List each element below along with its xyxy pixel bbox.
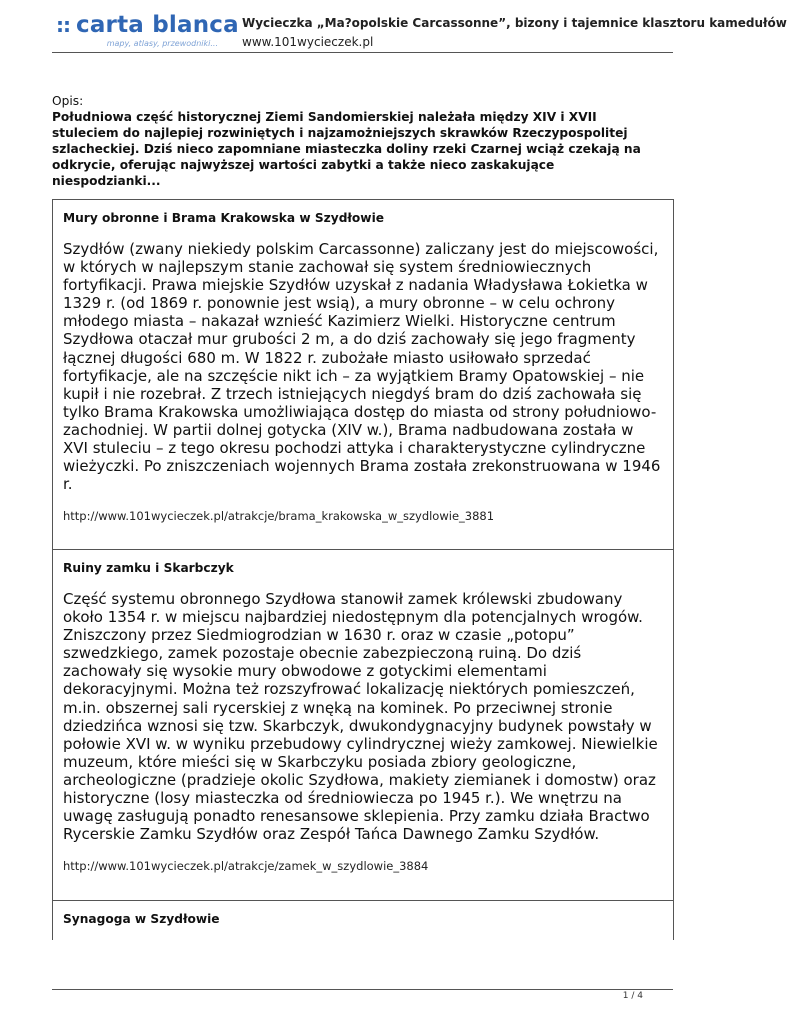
carta-blanca-logo[interactable] [56,12,239,52]
attraction-title: Mury obronne i Brama Krakowska w Szydłowie [63,211,385,225]
header-url[interactable]: www.101wycieczek.pl [242,35,374,49]
page-header [0,0,787,54]
attraction-section [53,901,673,941]
logo-text: carta blanca [76,12,239,38]
attraction-section [53,200,673,550]
description-label: Opis: [52,94,84,108]
description-text: Południowa część historycznej Ziemi Sandomierskiej należała między XIV i XVII stuleciem do najlepiej rozwiniętych i najzamożniejszych skrawków Rzeczypospolitej szlacheckiej. Dziś nieco zapomniane miasteczka doliny rzeki Czarnej wciąż czekają na odkrycie, oferując najwyższej wartości zabytki a także nieco zaskakujące niespodzianki... [52,110,641,188]
attraction-title: Synagoga w Szydłowie [63,912,220,926]
header-divider [52,52,673,53]
logo-dots-icon: :: [56,13,70,37]
attraction-description: Szydłów (zwany niekiedy polskim Carcassonne) zaliczany jest do miejscowości, w których w najlepszym stanie zachował się system średniowiecznych fortyfikacji. Prawa miejskie Szydłów uzyskał z nadania Władysława Łokietka w 1329 r. (od 1869 r. ponownie jest wsią), a mury obronne – w celu ochrony młodego miasta – nakazał wznieść Kazimierz Wielki. Historyczne centrum Szydłowa otaczał mur grubości 2 m, a do dziś zachowały się jego fragmenty łącznej długości 680 m. W 1822 r. zubożałe miasto usiłowało sprzedać fortyfikacje, ale na szczęście nikt ich – za wyjątkiem Bramy Opatowskiej – nie kupił i nie rozebrał. Z trzech istniejących niegdyś bram do dziś zachowała się tylko Brama Krakowska umożliwiająca dostęp do miasta od strony południowo-zachodniej. W partii dolnej gotycka (XIV w.), Brama nadbudowana została w XVI stuleciu – z tego okresu pochodzi attyka i charakterystyczne cylindryczne wieżyczki. Po zniszczeniach wojennych Brama została zrekonstruowana w 1946 r. [63,240,661,494]
attraction-description: Część systemu obronnego Szydłowa stanowił zamek królewski zbudowany około 1354 r. w miejscu najbardziej niedostępnym dla potencjalnych wrogów. Zniszczony przez Siedmiogrodzian w 1630 r. oraz w czasie „potopu” szwedzkiego, zamek pozostaje obecnie zabezpieczoną ruiną. Do dziś zachowały się wysokie mury obwodowe z gotyckimi elementami dekoracyjnymi. Można też rozszyfrować lokalizację niektórych pomieszczeń, m.in. obszernej sali rycerskiej z wnęką na kominek. Po przeciwnej stronie dziedzińca wznosi się tzw. Skarbczyk, dwukondygnacyjny budynek powstały w połowie XVI w. w wyniku przebudowy cylindrycznej wieży zamkowej. Niewielkie muzeum, które mieści się w Skarbczyku posiada zbiory geologiczne, archeologiczne (pradzieje okolic Szydłowa, makiety ziemianek i domostw) oraz historyczne (losy miasteczka od średniowiecza po 1945 r.). We wnętrzu na uwagę zasługują ponadto renesansowe sklepienia. Przy zamku działa Bractwo Rycerskie Zamku Szydłów oraz Zespół Tańca Dawnego Zamku Szydłów. [63,590,658,844]
attraction-title: Ruiny zamku i Skarbczyk [63,561,234,575]
attraction-link[interactable]: http://www.101wycieczek.pl/atrakcje/zamek_w_szydlowie_3884 [63,859,429,874]
logo-tagline: mapy, atlasy, przewodniki... [106,39,218,48]
attractions-table [52,199,674,940]
attraction-link[interactable]: http://www.101wycieczek.pl/atrakcje/brama_krakowska_w_szydlowie_3881 [63,509,495,524]
document-title: Wycieczka „Ma?opolskie Carcassonne”, bizony i tajemnice klasztoru kamedułów [242,16,787,30]
footer-divider [52,989,673,990]
description-block [52,93,652,189]
attraction-section [53,550,673,901]
page-number: 1 / 4 [622,991,643,1001]
